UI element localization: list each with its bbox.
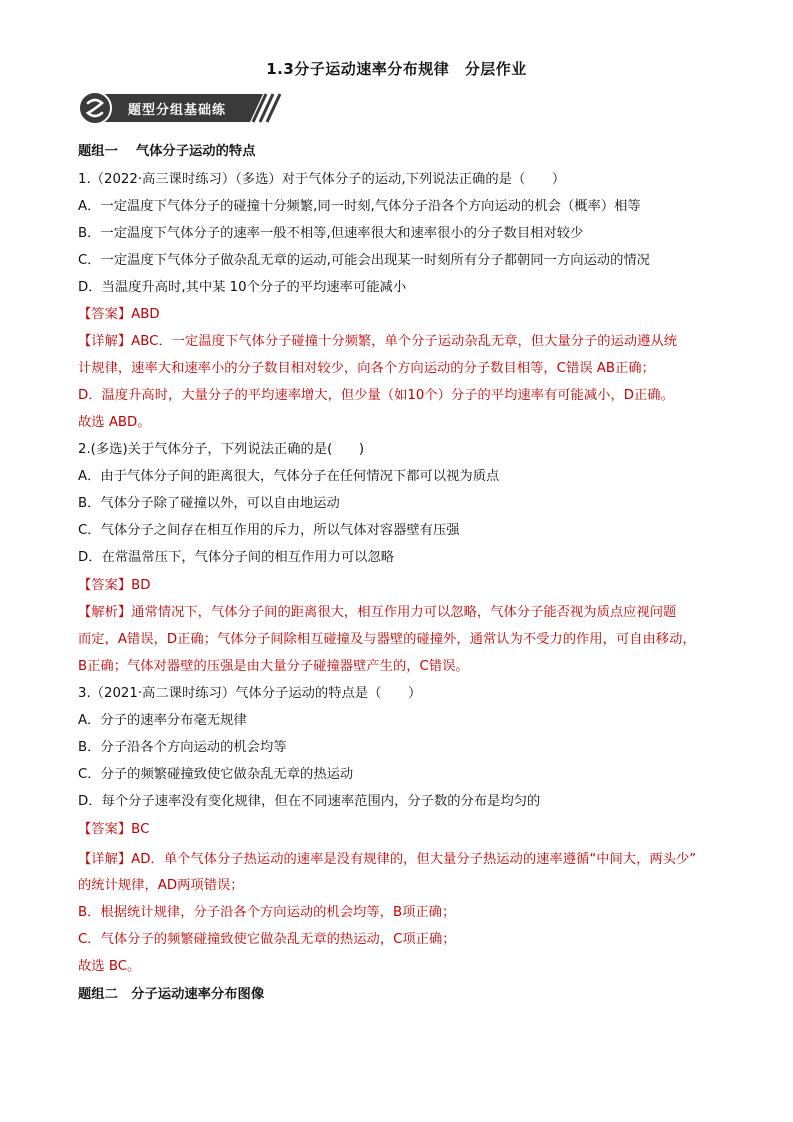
q1-option-d: D．当温度升高时,其中某 10个分子的平均速率可能减小 (78, 280, 407, 295)
q3-conclusion: 故选 BC。 (78, 959, 141, 974)
page-title: 1.3分子运动速率分布规律 分层作业 (266, 60, 527, 78)
q2-answer: 【答案】BD (78, 578, 151, 593)
q1-detail-line1: 【详解】ABC．一定温度下气体分子碰撞十分频繁，单个分子运动杂乱无章，但大量分子的运动遵从统 (78, 334, 678, 349)
q1-option-c: C．一定温度下气体分子做杂乱无章的运动,可能会出现某一时刻所有分子都朝同一方向运动的情况 (78, 253, 650, 268)
q3-option-b: B．分子沿各个方向运动的机会均等 (78, 740, 287, 755)
q1-answer: 【答案】ABD (78, 307, 160, 322)
q1-stem: 1.（2022·高三课时练习）（多选）对于气体分子的运动,下列说法正确的是（ ） (78, 172, 566, 187)
q3-option-d: D．每个分子速率没有变化规律，但在不同速率范围内，分子数的分布是均匀的 (78, 794, 541, 809)
q1-detail-line2: 计规律，速率大和速率小的分子数目相对较少，向各个方向运动的分子数目相等，C错误 AB正确； (78, 361, 655, 376)
q2-option-c: C．气体分子之间存在相互作用的斥力，所以气体对容器壁有压强 (78, 523, 460, 538)
q2-detail-line2: 而定，A错误，D正确；气体分子间除相互碰撞及与器壁的碰撞外，通常认为不受力的作用，可自由移动， (78, 632, 696, 647)
q3-answer: 【答案】BC (78, 822, 150, 837)
q2-option-b: B．气体分子除了碰撞以外，可以自由地运动 (78, 496, 340, 511)
q3-option-a: A．分子的速率分布毫无规律 (78, 713, 247, 728)
q1-detail-line3: D．温度升高时，大量分子的平均速率增大，但少量（如10个）分子的平均速率有可能减小，D正确。 (78, 388, 674, 403)
q1-option-b: B．一定温度下气体分子的速率一般不相等,但速率很大和速率很小的分子数目相对较少 (78, 226, 584, 241)
q3-detail-line1: 【详解】AD．单个气体分子热运动的速率是没有规律的，但大量分子热运动的速率遵循“中间大，两头少” (78, 852, 697, 867)
q3-detail-line2: 的统计规律，AD两项错误； (78, 878, 244, 893)
q3-detail-line3: B．根据统计规律，分子沿各个方向运动的机会均等，B项正确； (78, 905, 456, 920)
q2-option-d: D．在常温常压下，气体分子间的相互作用力可以忽略 (78, 550, 395, 565)
q1-option-a: A．一定温度下气体分子的碰撞十分频繁,同一时刻,气体分子沿各个方向运动的机会（概率）相等 (78, 199, 641, 214)
q3-detail-line4: C．气体分子的频繁碰撞致使它做杂乱无章的热运动，C项正确； (78, 932, 456, 947)
q1-conclusion: 故选 ABD。 (78, 415, 151, 430)
q2-stem: 2.(多选)关于气体分子，下列说法正确的是( ) (78, 442, 365, 457)
section-banner-label: 题型分组基础练 (128, 103, 227, 118)
group2-heading: 题组二 分子运动速率分布图像 (78, 987, 265, 1002)
q3-option-c: C．分子的频繁碰撞致使它做杂乱无章的热运动 (78, 767, 354, 782)
group1-heading: 题组一 气体分子运动的特点 (78, 144, 256, 159)
q2-detail-line3: B正确；气体对器壁的压强是由大量分子碰撞器壁产生的，C错误。 (78, 659, 469, 674)
q3-stem: 3.（2021·高二课时练习）气体分子运动的特点是（ ） (78, 686, 422, 701)
q2-detail-line1: 【解析】通常情况下，气体分子间的距离很大，相互作用力可以忽略，气体分子能否视为质点应视问题 (78, 605, 677, 620)
q2-option-a: A．由于气体分子间的距离很大，气体分子在任何情况下都可以视为质点 (78, 469, 500, 484)
